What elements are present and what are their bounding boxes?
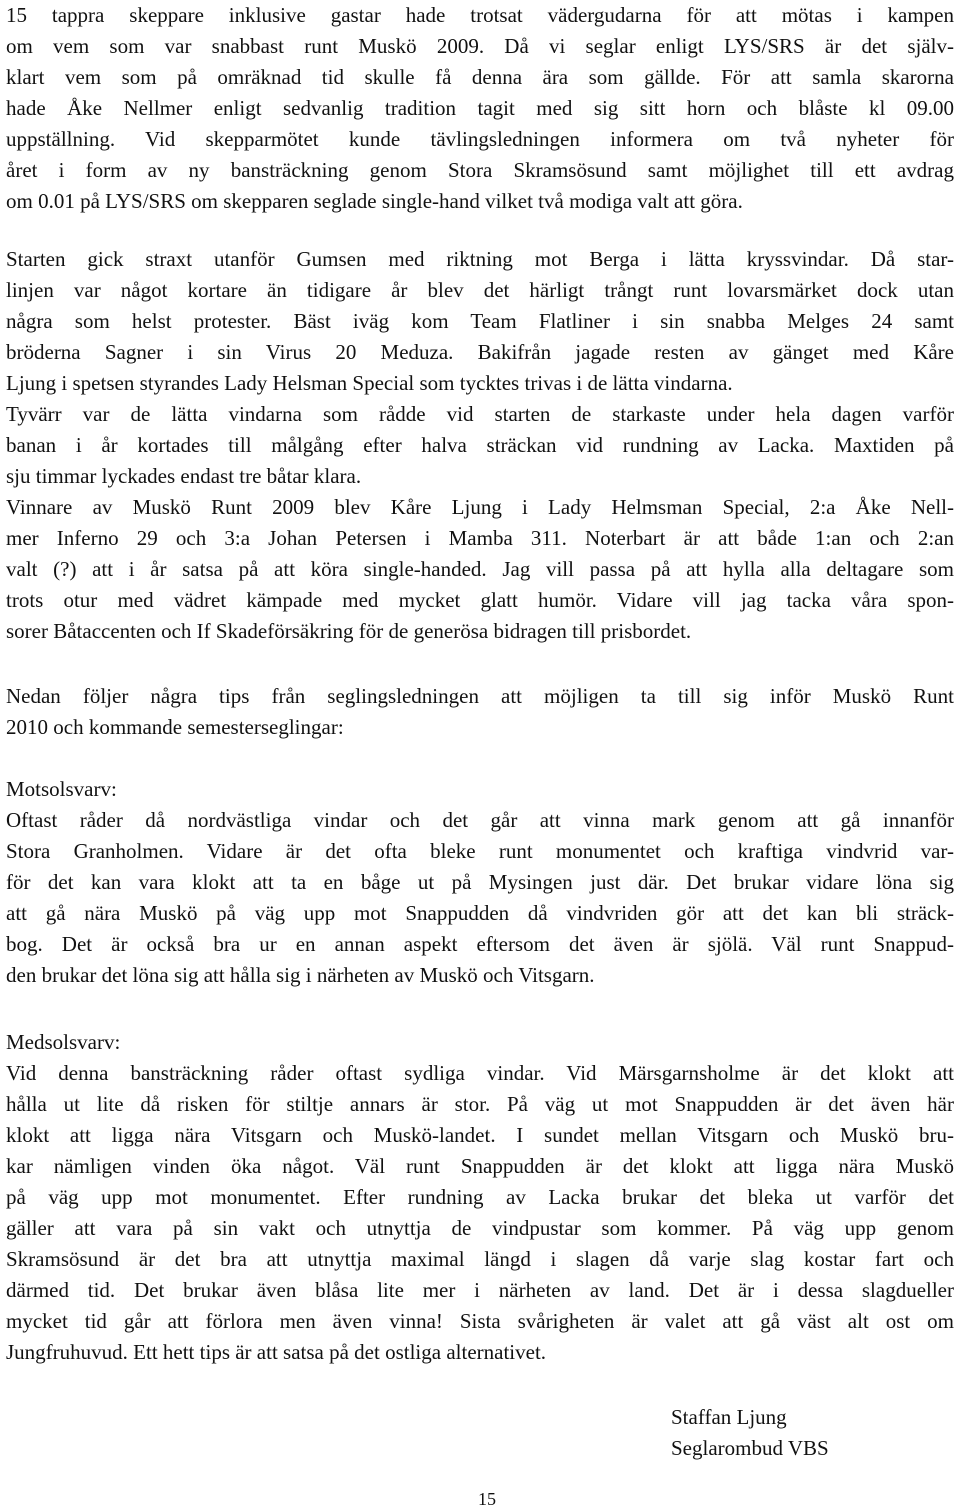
text-line: Oftast råder då nordvästliga vindar och det går att vinna mark genom att gå innanför [6, 808, 954, 832]
section-heading: Medsolsvarv: [6, 1030, 121, 1054]
text-line: för det kan vara klokt att ta en båge ut på Mysingen just där. Det brukar vidare löna sig [6, 870, 954, 894]
text-line: mycket tid går att förlora men även vinna! Sista svårigheten är valet att gå väst alt ost om [6, 1309, 954, 1333]
text-line: om vem som var snabbast runt Muskö 2009. Då vi seglar enligt LYS/SRS är det själv- [6, 34, 954, 58]
text-line: 2010 och kommande semesterseglingar: [6, 715, 344, 739]
paragraph-tips-intro [6, 681, 954, 743]
signature-name: Staffan Ljung [671, 1405, 787, 1429]
text-line: klokt att ligga nära Vitsgarn och Muskö-landet. I sundet mellan Vitsgarn och Muskö bru- [6, 1123, 954, 1147]
text-line: Jungfruhuvud. Ett hett tips är att satsa på det ostliga alternativet. [6, 1340, 547, 1364]
text-line: mer Inferno 29 och 3:a Johan Petersen i Mamba 311. Noterbart är att både 1:an och 2:an [6, 526, 954, 550]
text-line: därmed tid. Det brukar även blåsa lite mer i närheten av land. Det är i dessa slagdueller [6, 1278, 954, 1302]
text-line: sorer Båtaccenten och If Skadeförsäkring för de generösa bidragen till prisbordet. [6, 619, 692, 643]
text-line: banan i år kortades till målgång efter halva sträckan vid rundning av Lacka. Maxtiden på [6, 433, 954, 457]
text-line: 15 tappra skeppare inklusive gastar hade trotsat vädergudarna för att mötas i kampen [6, 3, 954, 27]
text-line: hade Åke Nellmer enligt sedvanlig tradition tagit med sig sitt horn och blåste kl 09.00 [6, 96, 954, 120]
section-heading: Motsolsvarv: [6, 777, 117, 801]
text-line: Stora Granholmen. Vidare är det ofta bleke runt monumentet och kraftiga vindvrid var- [6, 839, 954, 863]
text-line: om 0.01 på LYS/SRS om skepparen seglade single-hand vilket två modiga valt att göra. [6, 189, 743, 213]
text-line: trots otur med vädret kämpade med mycket glatt humör. Vidare vill jag tacka våra spon- [6, 588, 954, 612]
paragraph-race-report [6, 244, 954, 647]
text-line: året i form av ny bansträckning genom Stora Skramsösund samt möjlighet till ett avdrag [6, 158, 954, 182]
paragraph-race-intro [6, 0, 954, 217]
text-line: bog. Det är också bra ur en annan aspekt eftersom det även är sjölä. Väl runt Snappud- [6, 932, 954, 956]
text-line: valt (?) att i år satsa på att köra single-handed. Jag vill passa på att hylla alla deltagare som [6, 557, 954, 581]
document-page [6, 0, 954, 1510]
text-line: Skramsösund är det bra att utnyttja maximal längd i slagen då varje slag kostar fart och [6, 1247, 954, 1271]
text-line: den brukar det löna sig att hålla sig i närheten av Muskö och Vitsgarn. [6, 963, 595, 987]
page-number: 15 [478, 1489, 496, 1509]
section-motsolsvarv [6, 774, 954, 991]
signature-block [671, 1402, 829, 1464]
text-line: uppställning. Vid skepparmötet kunde tävlingsledningen informera om två nyheter för [6, 127, 954, 151]
text-line: att gå nära Muskö på väg upp mot Snappudden då vindvriden gör att det kan bli sträck- [6, 901, 954, 925]
text-line: Vinnare av Muskö Runt 2009 blev Kåre Ljung i Lady Helmsman Special, 2:a Åke Nell- [6, 495, 954, 519]
text-line: klart vem som på omräknad tid skulle få denna ära som gällde. För att samla skarorna [6, 65, 954, 89]
signature-title: Seglarombud VBS [671, 1436, 829, 1460]
text-line: Ljung i spetsen styrandes Lady Helsman Special som tycktes trivas i de lätta vindarna. [6, 371, 733, 395]
text-line: Nedan följer några tips från seglingsledningen att möjligen ta till sig inför Muskö Runt [6, 684, 954, 708]
text-line: sju timmar lyckades endast tre båtar klara. [6, 464, 362, 488]
text-line: hålla ut lite då risken för stiltje annars är stor. På väg ut mot Snappudden är det även här [6, 1092, 954, 1116]
text-line: bröderna Sagner i sin Virus 20 Meduza. Bakifrån jagade resten av gänget med Kåre [6, 340, 954, 364]
text-line: kar nämligen vinden öka något. Väl runt Snappudden är det klokt att ligga nära Muskö [6, 1154, 954, 1178]
text-line: linjen var något kortare än tidigare år blev det härligt trångt runt lovarsmärket dock utan [6, 278, 954, 302]
text-line: Starten gick straxt utanför Gumsen med riktning mot Berga i lätta kryssvindar. Då star- [6, 247, 954, 271]
section-medsolsvarv [6, 1027, 954, 1368]
text-line: på väg upp mot monumentet. Efter rundning av Lacka brukar det bleka ut varför det [6, 1185, 954, 1209]
text-line: några som helst protester. Bäst iväg kom Team Flatliner i sin snabba Melges 24 samt [6, 309, 954, 333]
text-line: gäller att vara på sin vakt och utnyttja de vindpustar som kommer. På väg upp genom [6, 1216, 954, 1240]
text-line: Tyvärr var de lätta vindarna som rådde vid starten de starkaste under hela dagen varför [6, 402, 954, 426]
text-line: Vid denna bansträckning råder oftast sydliga vindar. Vid Märsgarnsholme är det klokt att [6, 1061, 954, 1085]
